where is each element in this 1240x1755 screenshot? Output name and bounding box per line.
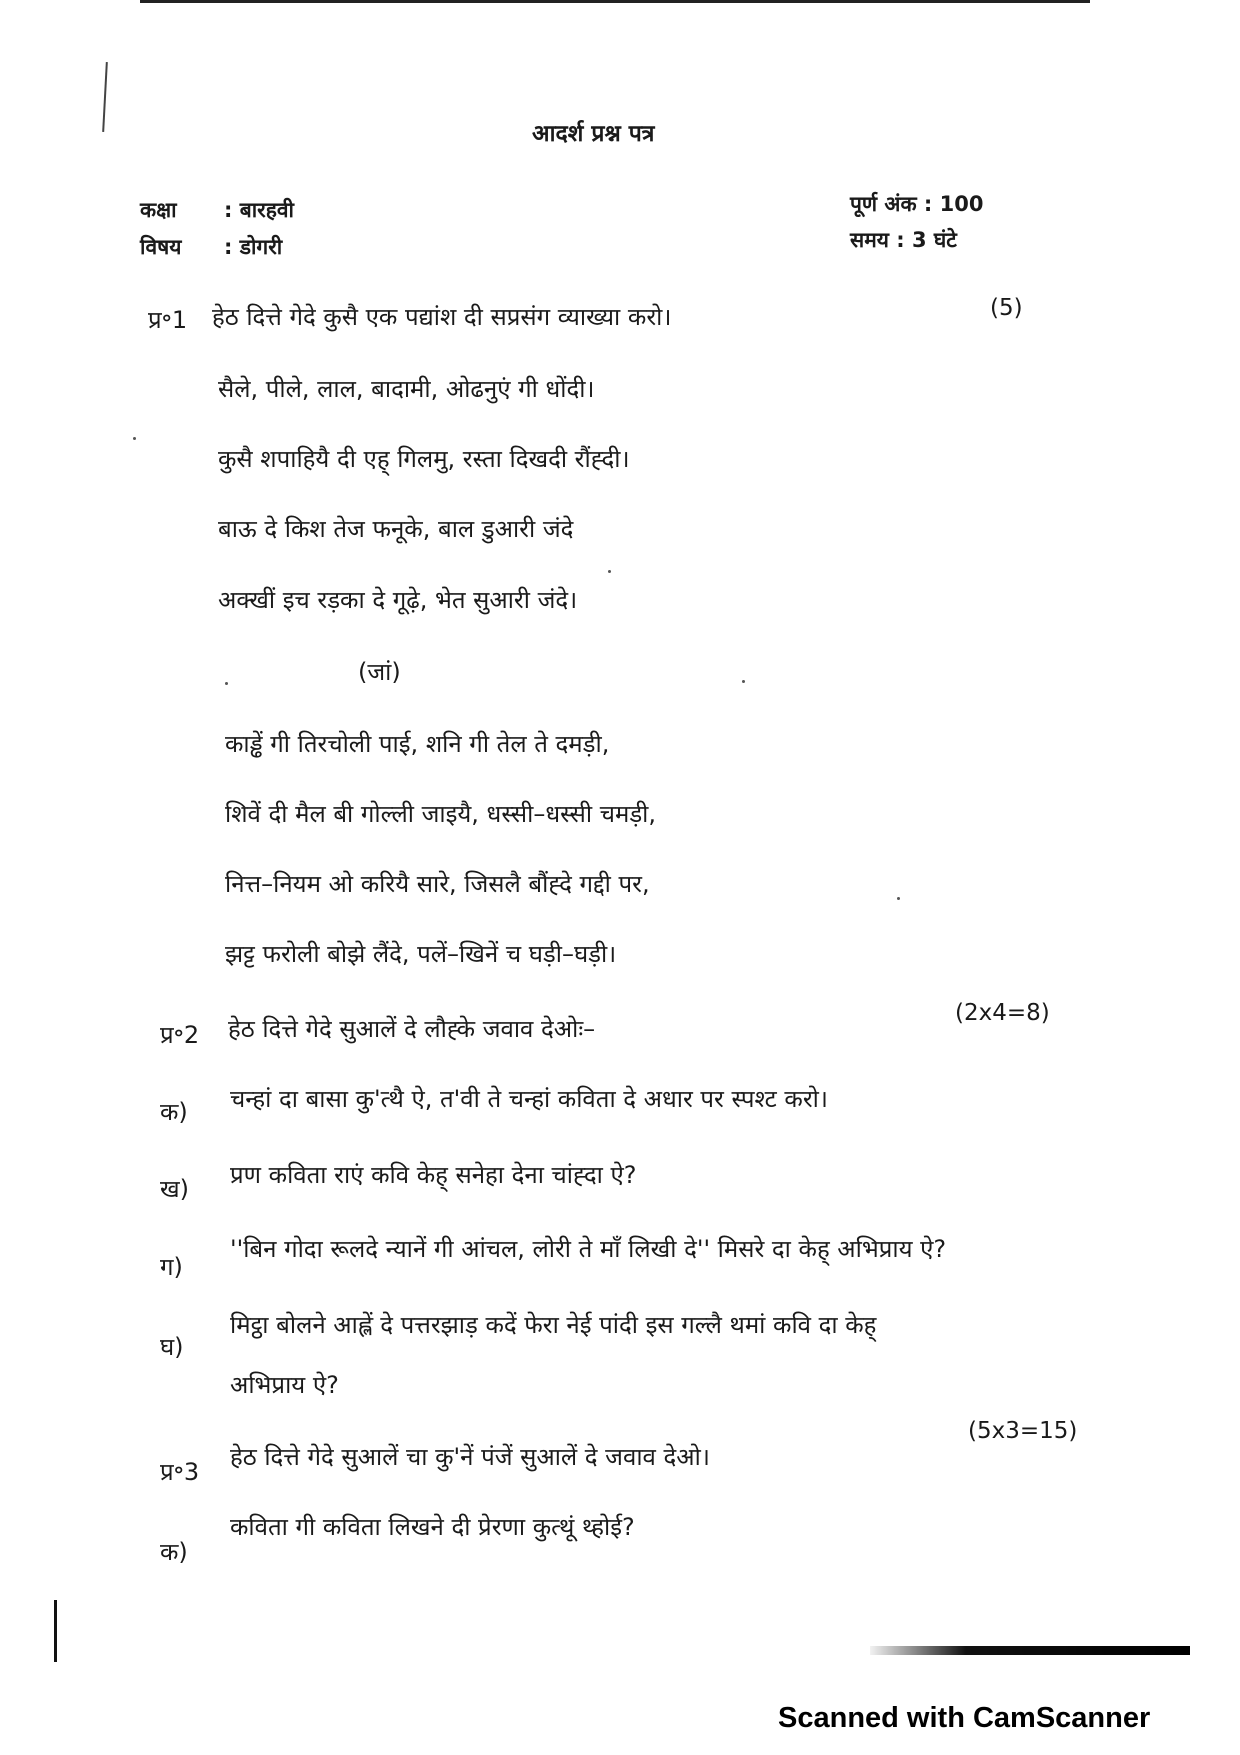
sub-question-text: ''बिन गोदा रूलदे न्यानें गी आंचल, लोरी ते माँ लिखी दे'' मिसरे दा केह् अभिप्राय ऐ? — [230, 1235, 947, 1263]
poem-line: नित्त–नियम ओ करियै सारे, जिसलै बौंह्दे गद्दी पर, — [225, 870, 650, 898]
scan-speck — [225, 682, 228, 685]
or-separator: (जां) — [358, 658, 401, 686]
sub-question-label: ग) — [160, 1253, 183, 1281]
subject-value: : डोगरी — [224, 235, 283, 259]
sub-question-text-cont: अभिप्राय ऐ? — [230, 1371, 339, 1399]
scan-margin-mark-bottom — [54, 1600, 57, 1662]
class-value: : बारहवी — [224, 198, 294, 222]
sub-question-text: मिट्ठा बोलने आह्लें दे पत्तरझाड़ कदें फेरा नेई पांदी इस गल्लै थमां कवि दा केह् — [230, 1311, 877, 1339]
bottom-edge-line — [870, 1646, 1190, 1655]
class-label: कक्षा — [140, 198, 177, 222]
document-title: आदर्श प्रश्न पत्र — [532, 121, 655, 147]
scan-speck — [742, 680, 745, 683]
poem-line: काड्ढें गी तिरचोली पाई, शनि गी तेल ते दमड़ी, — [225, 730, 610, 758]
sub-question-label: क) — [160, 1098, 188, 1126]
poem-line: सैले, पीले, लाल, बादामी, ओढनुएं गी धोंदी। — [218, 375, 595, 403]
question-marks: (5x3=15) — [968, 1418, 1078, 1444]
sub-question-label: घ) — [160, 1333, 184, 1361]
poem-line: शिवें दी मैल बी गोल्ली जाइयै, धस्सी–धस्सी चमड़ी, — [225, 800, 657, 828]
poem-line: बाऊ दे किश तेज फनूके, बाल डुआरी जंदे — [218, 515, 574, 543]
question-number: प्र॰1 — [148, 306, 188, 334]
poem-line: अक्खीं इच रड़का दे गूढ़े, भेत सुआरी जंदे। — [218, 586, 578, 614]
question-marks: (2x4=8) — [955, 1000, 1050, 1026]
scanner-watermark: Scanned with CamScanner — [778, 1702, 1151, 1734]
question-text: हेठ दित्ते गेदे सुआलें दे लौह्के जवाव देओः– — [228, 1015, 596, 1043]
poem-line: झट्ट फरोली बोझे लैंदे, पलें–खिनें च घड़ी–घड़ी। — [225, 940, 617, 968]
time-allowed: समय : 3 घंटे — [850, 228, 957, 252]
scan-margin-mark — [102, 62, 108, 132]
question-number: प्र॰3 — [160, 1458, 200, 1486]
subject-label: विषय — [140, 235, 182, 259]
poem-line: कुसै शपाहियै दी एह् गिलमु, रस्ता दिखदी रौंह्दी। — [218, 445, 630, 473]
question-marks: (5) — [990, 295, 1023, 321]
top-edge-line — [140, 0, 1090, 3]
question-text: हेठ दित्ते गेदे सुआलें चा कु'नें पंजें सुआलें दे जवाव देओ। — [230, 1443, 710, 1471]
sub-question-text: चन्हां दा बासा कु'त्थै ऐ, त'वी ते चन्हां कविता दे अधार पर स्पश्ट करो। — [230, 1085, 828, 1113]
scan-speck — [133, 437, 136, 440]
question-number: प्र॰2 — [160, 1021, 200, 1049]
sub-question-text: कविता गी कविता लिखने दी प्रेरणा कुत्थूं थ्होई? — [230, 1513, 635, 1541]
sub-question-label: ख) — [160, 1175, 189, 1203]
scan-speck — [608, 570, 611, 573]
question-text: हेठ दित्ते गेदे कुसै एक पद्यांश दी सप्रसंग व्याख्या करो। — [212, 303, 672, 331]
full-marks: पूर्ण अंक : 100 — [850, 192, 984, 216]
sub-question-text: प्रण कविता राएं कवि केह् सनेहा देना चांह्दा ऐ? — [230, 1161, 637, 1189]
scan-speck — [897, 897, 900, 900]
sub-question-label: क) — [160, 1538, 188, 1566]
